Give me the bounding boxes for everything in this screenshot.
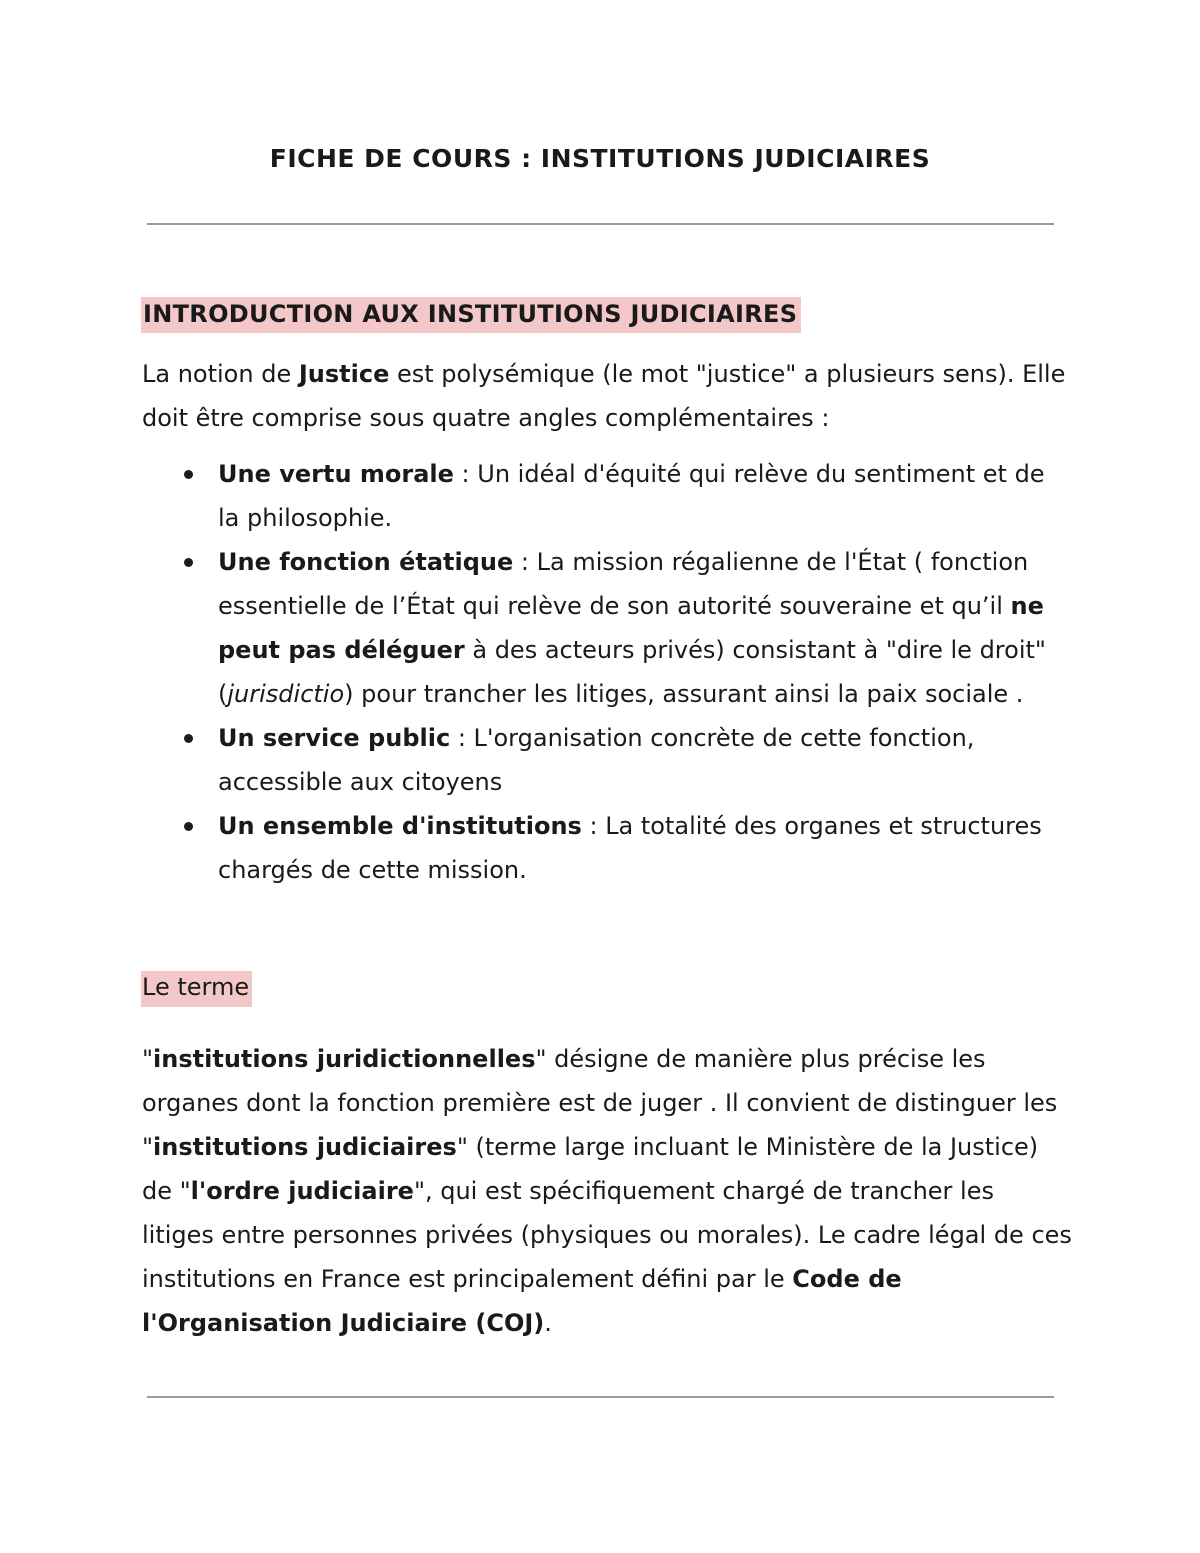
angles-list [142, 452, 1072, 892]
list-item-term: Un service public [218, 724, 451, 752]
list-item-text: : Un idéal d'équité qui relève du sentiment et de la philosophie. [218, 460, 1045, 532]
list-item-latin-term: jurisdictio [227, 680, 345, 708]
bullet-icon [184, 558, 193, 567]
list-item-text: : La mission régalienne de l'État ( fonction essentielle de l’État qui relève de son autorité souveraine et qu’il [218, 548, 1029, 620]
para-term: Code de l'Organisation Judiciaire (COJ) [142, 1265, 902, 1337]
list-item-text: ) pour trancher les litiges, assurant ainsi la paix sociale . [344, 680, 1024, 708]
bullet-icon [184, 822, 193, 831]
para-term: institutions juridictionnelles [153, 1045, 536, 1073]
document-title: FICHE DE COURS : INSTITUTIONS JUDICIAIRES [269, 144, 931, 173]
sub-heading: Le terme [141, 971, 252, 1007]
list-item [142, 716, 1072, 804]
bottom-divider [147, 1396, 1054, 1398]
para-text: " [142, 1045, 154, 1073]
list-item-text: à des acteurs privés) consistant à "dire le droit" ( [218, 636, 1046, 708]
list-item-text: : La totalité des organes et structures chargés de cette mission. [218, 812, 1042, 884]
list-item [142, 540, 1072, 716]
intro-text-bold: Justice [298, 360, 390, 388]
list-item [142, 452, 1072, 540]
intro-text-post: est polysémique (le mot "justice" a plusieurs sens). Elle doit être comprise sous quatre angles complémentaires : [142, 360, 1066, 432]
section-heading: INTRODUCTION AUX INSTITUTIONS JUDICIAIRES [141, 297, 801, 333]
intro-text-pre: La notion de [142, 360, 299, 388]
body-paragraph [142, 1037, 1072, 1345]
para-term: l'ordre judiciaire [190, 1177, 414, 1205]
para-text: ", qui est spécifiquement chargé de trancher les litiges entre personnes privées (physiques ou morales). Le cadre légal de ces institutions en France est principalement défini par le [142, 1177, 1072, 1293]
list-item [142, 804, 1072, 892]
list-item-term: Un ensemble d'institutions [218, 812, 582, 840]
list-item-term: Une fonction étatique [218, 548, 514, 576]
top-divider [147, 223, 1054, 225]
list-item-emphasis: ne peut pas déléguer [218, 592, 1044, 664]
list-item-term: Une vertu morale [218, 460, 454, 488]
para-text: " désigne de manière plus précise les organes dont la fonction première est de juger . Il convient de distinguer les " [142, 1045, 1058, 1161]
para-text: " (terme large incluant le Ministère de la Justice) de " [142, 1133, 1039, 1205]
intro-paragraph [142, 352, 1072, 440]
bullet-icon [184, 470, 193, 479]
bullet-icon [184, 734, 193, 743]
list-item-text: : L'organisation concrète de cette fonction, accessible aux citoyens [218, 724, 975, 796]
para-term: institutions judiciaires [153, 1133, 457, 1161]
para-text: . [544, 1309, 552, 1337]
